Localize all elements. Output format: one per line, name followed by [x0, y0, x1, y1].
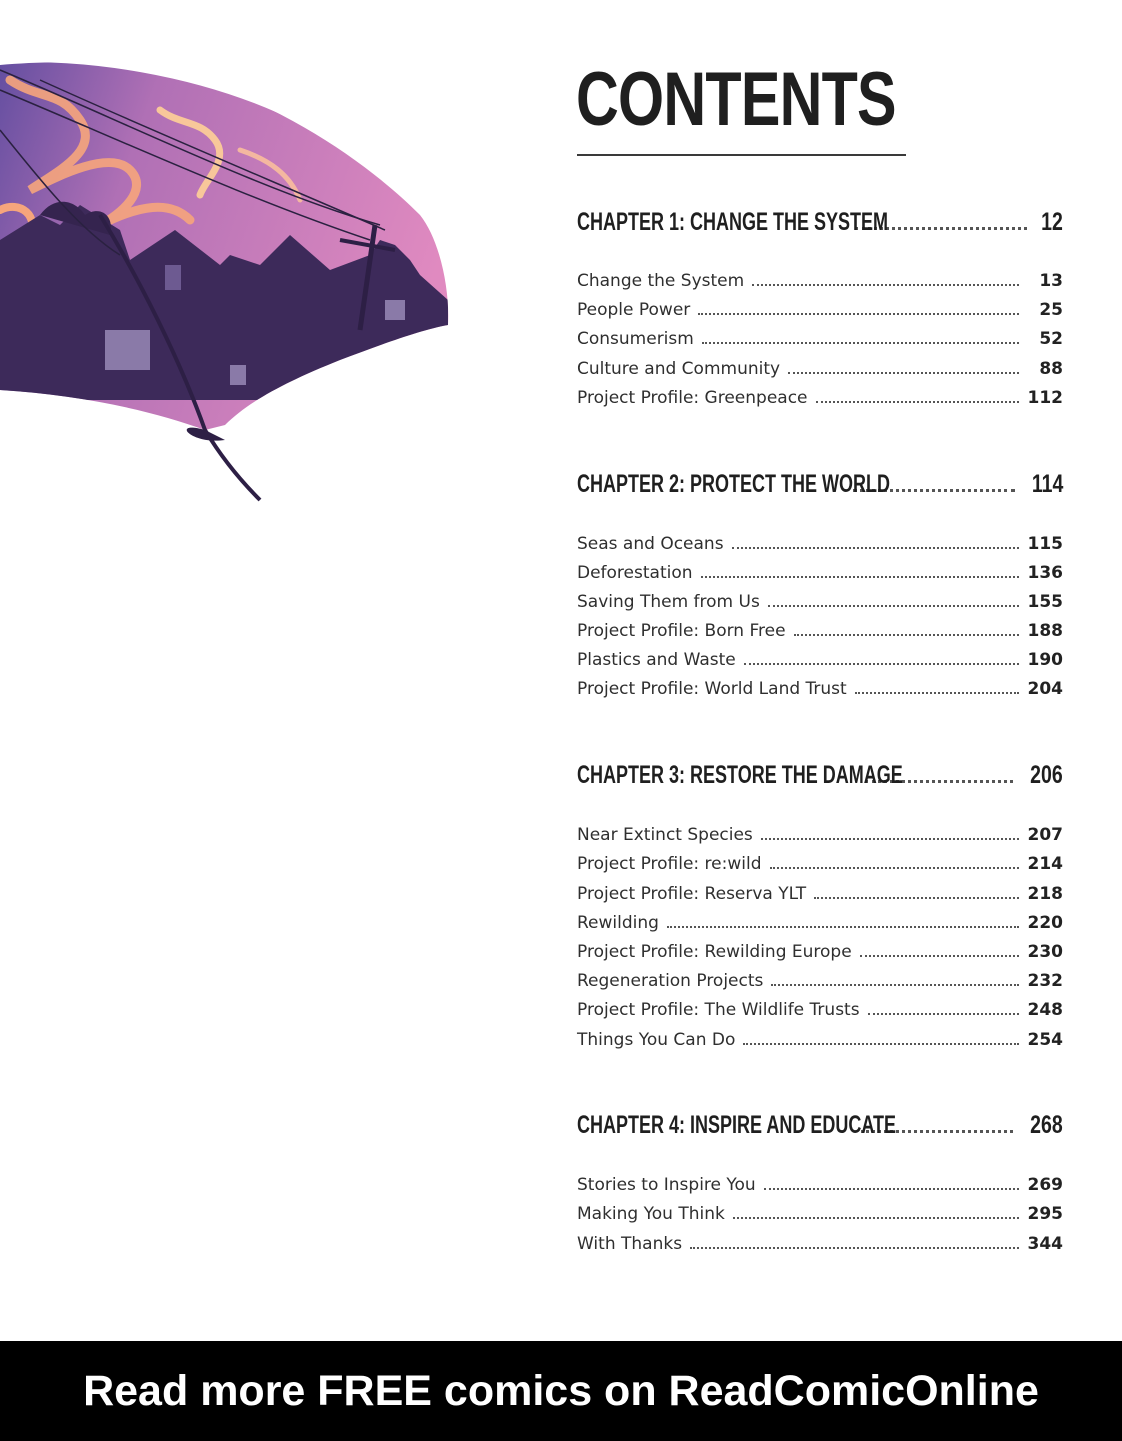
toc-entry[interactable]	[577, 592, 1063, 620]
leader-dots	[770, 866, 1019, 869]
chapter-page-number: 268	[1030, 1111, 1063, 1139]
leader-dots	[816, 400, 1019, 403]
toc-entry[interactable]	[577, 388, 1063, 416]
entry-title: With Thanks	[577, 1234, 683, 1254]
entry-page-number: 155	[1027, 592, 1063, 612]
chapter-page-number: 206	[1030, 761, 1063, 789]
entry-title: Project Profile: Reserva YLT	[577, 884, 807, 904]
leader-dots	[733, 1216, 1019, 1219]
leader-dots	[744, 662, 1019, 665]
toc-entry[interactable]	[577, 563, 1063, 591]
entry-title: People Power	[577, 300, 691, 320]
leader-dots	[702, 341, 1019, 344]
toc-entry[interactable]	[577, 1175, 1063, 1203]
toc-entry[interactable]	[577, 1234, 1063, 1262]
entry-title: Rewilding	[577, 913, 659, 933]
entry-title: Consumerism	[577, 329, 694, 349]
entry-title: Project Profile: Born Free	[577, 621, 786, 641]
toc-entry[interactable]	[577, 679, 1063, 707]
chapter-heading[interactable]	[577, 1111, 1063, 1145]
chapter-heading[interactable]	[577, 470, 1063, 504]
entry-title: Seas and Oceans	[577, 534, 724, 554]
chapter-title: CHAPTER 4: INSPIRE AND EDUCATE	[577, 1111, 897, 1139]
chapter-page-number: 12	[1041, 208, 1063, 236]
entry-title: Change the System	[577, 271, 745, 291]
page-title: CONTENTS	[576, 57, 896, 142]
entry-page-number: 220	[1027, 913, 1063, 933]
leader-dots	[814, 896, 1019, 899]
leader-dots	[855, 691, 1019, 694]
toc-entry[interactable]	[577, 825, 1063, 853]
chapter-page-number: 114	[1031, 470, 1063, 498]
entry-page-number: 218	[1027, 884, 1063, 904]
entry-title: Regeneration Projects	[577, 971, 764, 991]
entry-page-number: 13	[1039, 271, 1063, 291]
toc-entry[interactable]	[577, 329, 1063, 357]
leader-dots	[761, 837, 1019, 840]
chapter-title: CHAPTER 2: PROTECT THE WORLD	[577, 470, 890, 498]
entry-title: Making You Think	[577, 1204, 725, 1224]
entry-page-number: 190	[1027, 650, 1063, 670]
entry-title: Saving Them from Us	[577, 592, 760, 612]
leader-dots	[732, 546, 1019, 549]
chapter-title: CHAPTER 1: CHANGE THE SYSTEM	[577, 208, 889, 236]
toc-entry[interactable]	[577, 942, 1063, 970]
toc-entry[interactable]	[577, 650, 1063, 678]
toc-entry[interactable]	[577, 1000, 1063, 1028]
chapter-title: CHAPTER 3: RESTORE THE DAMAGE	[577, 761, 903, 789]
entry-page-number: 214	[1027, 854, 1063, 874]
entry-title: Culture and Community	[577, 359, 781, 379]
entry-page-number: 25	[1039, 300, 1063, 320]
entry-title: Project Profile: re:wild	[577, 854, 762, 874]
leader-dots	[764, 1187, 1019, 1190]
entry-title: Plastics and Waste	[577, 650, 736, 670]
toc-entry[interactable]	[577, 971, 1063, 999]
leader-dots	[860, 954, 1019, 957]
entry-title: Project Profile: Greenpeace	[577, 388, 808, 408]
toc-entry[interactable]	[577, 359, 1063, 387]
leader-dots	[788, 371, 1019, 374]
leader-dots	[794, 633, 1019, 636]
leader-dots	[868, 1012, 1019, 1015]
toc-entry[interactable]	[577, 1204, 1063, 1232]
toc-entry[interactable]	[577, 271, 1063, 299]
leader-dots	[701, 575, 1019, 578]
entry-page-number: 188	[1027, 621, 1063, 641]
toc-entry[interactable]	[577, 1030, 1063, 1058]
entry-page-number: 52	[1039, 329, 1063, 349]
sunset-rooftops-illustration	[0, 0, 460, 520]
entry-page-number: 232	[1027, 971, 1063, 991]
entry-page-number: 269	[1027, 1175, 1063, 1195]
entry-page-number: 248	[1027, 1000, 1063, 1020]
entry-title: Project Profile: World Land Trust	[577, 679, 847, 699]
entry-page-number: 136	[1027, 563, 1063, 583]
leader-dots	[752, 283, 1019, 286]
entry-page-number: 254	[1027, 1030, 1063, 1050]
toc-entry[interactable]	[577, 913, 1063, 941]
leader-dots	[771, 983, 1019, 986]
leader-dots	[743, 1042, 1019, 1045]
leader-dots	[690, 1246, 1019, 1249]
entry-title: Near Extinct Species	[577, 825, 753, 845]
entry-page-number: 207	[1027, 825, 1063, 845]
entry-title: Things You Can Do	[577, 1030, 736, 1050]
toc-entry[interactable]	[577, 854, 1063, 882]
toc-entry[interactable]	[577, 884, 1063, 912]
entry-title: Project Profile: The Wildlife Trusts	[577, 1000, 860, 1020]
toc-entry[interactable]	[577, 300, 1063, 328]
entry-page-number: 204	[1027, 679, 1063, 699]
entry-title: Deforestation	[577, 563, 693, 583]
toc-entry[interactable]	[577, 621, 1063, 649]
promo-banner-text[interactable]: Read more FREE comics on ReadComicOnline	[83, 1366, 1039, 1415]
leader-dots	[768, 604, 1019, 607]
title-underline	[577, 154, 906, 156]
entry-page-number: 88	[1039, 359, 1063, 379]
promo-banner[interactable]	[0, 1341, 1122, 1441]
entry-title: Project Profile: Rewilding Europe	[577, 942, 852, 962]
leader-dots	[698, 312, 1019, 315]
toc-entry[interactable]	[577, 534, 1063, 562]
chapter-heading[interactable]	[577, 761, 1063, 795]
entry-page-number: 295	[1027, 1204, 1063, 1224]
entry-page-number: 344	[1027, 1234, 1063, 1254]
entry-page-number: 115	[1027, 534, 1063, 554]
entry-title: Stories to Inspire You	[577, 1175, 756, 1195]
entry-page-number: 112	[1027, 388, 1063, 408]
entry-page-number: 230	[1027, 942, 1063, 962]
chapter-heading[interactable]	[577, 208, 1063, 242]
leader-dots	[667, 925, 1019, 928]
